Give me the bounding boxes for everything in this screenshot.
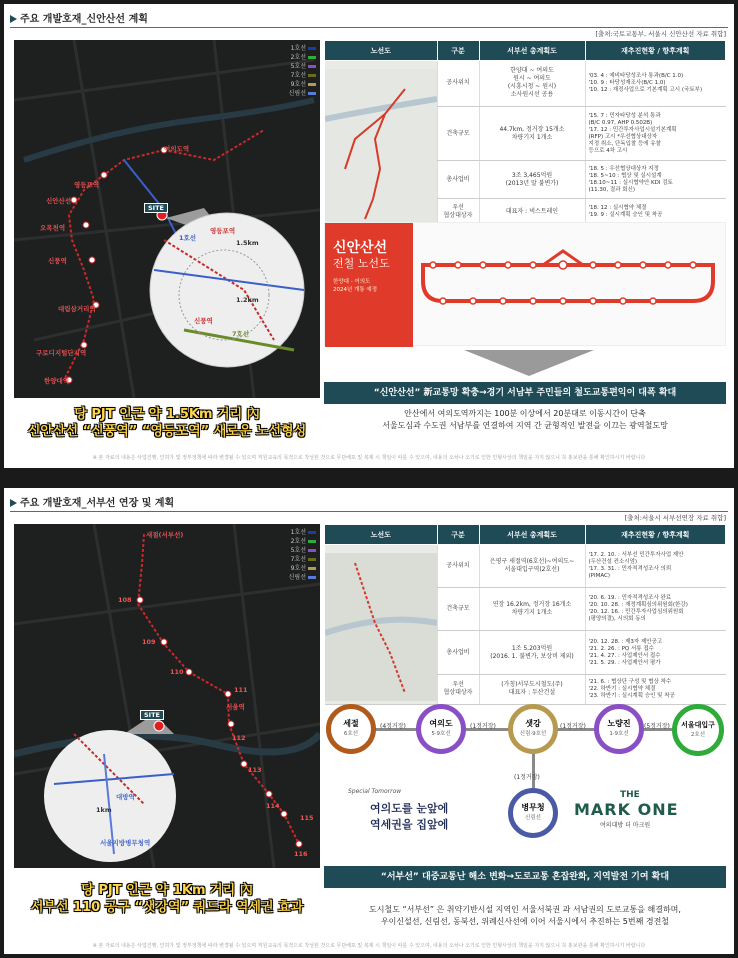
station-byeongmucheong: 병무청 신림선 [508,788,558,838]
row-schedule: '15. 7 : 민자타당성 분석 통과 (B/C 0.97, AHP 0.502B) '17. 12 : 민간투자사업시설기본계획 (RFP) 고시 *우선협상대상자 지정 취소, 단독입찰 등에 유찰 등으로 4차 고시 [585,106,726,161]
page-title-text: 주요 개발호재_서부선 연장 및 계획 [20,498,175,509]
zoom-label: 7호선 [232,330,250,338]
table-header: 재추진현황 / 향후계획 [585,525,726,545]
map-caption [14,882,320,916]
site-marker: SITE [140,710,164,720]
map-sinansan [14,40,320,398]
row-schedule: '20. 12. 28. : 제3자 제안공고 '21. 2. 26. : PQ 서류 접수 '21. 4. 27. : 사업제안서 접수 '21. 5. 29. : 사업제안서 평가 [585,631,726,674]
station-yeouido: 여의도 5·9호선 [416,704,466,754]
station-saetgang: 샛강 신림·9호선 [508,704,558,754]
map-label: 109 [142,638,156,646]
zoom-label: 신풍역 [194,317,213,325]
table-row [325,61,726,107]
station-diagram [324,704,726,864]
map-label: 115 [300,814,314,822]
row-schedule: '20. 6. 19. : 민자적격성조사 완료 '20. 10. 28. : 재정계획심의위원회(한강) '20. 12. 16. : 민간투자사업심의위원회 (평양의결), 시의회 동의 [585,588,726,631]
row-label: 우선 협상대상자 [437,674,479,704]
gap-label: (1정거장) [514,774,540,781]
station-snu: 서울대입구 2호선 [672,704,724,756]
table-header: 노선도 [325,525,438,545]
row-schedule: '03. 4 : 예비타당성조사 통과(B/C 1.0) '10. 9 : 타당성재조사(B/C 1.0) '10. 12 : 재정사업으로 기본계획 고시 (국토부) [585,61,726,107]
station-noryangjin: 노량진 1·9호선 [594,704,644,754]
legend-item: 5호선 [289,62,316,71]
source-note: [출처:국토교통부, 서울시 신안산선 자료 취합] [595,30,726,38]
map-label: 영등포역 [74,181,100,189]
info-table [324,40,726,227]
legend-item: 7호선 [289,555,316,564]
map-label: 구로디지털단지역 [36,349,87,357]
map-label: 서울역 [226,703,245,711]
route-diagram [324,222,726,346]
zoom-distance: 1km [96,806,112,814]
slide-seobuseon [4,488,734,954]
page-title [10,10,148,25]
slogan-line: 역세권을 집앞에 [370,818,449,831]
row-detail: 연장 16.2km, 정거장 16개소 차량기지 1개소 [479,588,585,631]
map-label: 대림삼거리역 [58,305,96,313]
legend-item: 2호선 [289,537,316,546]
route-subtitle: 전철 노선도 [333,257,390,270]
down-arrow-icon [464,350,594,376]
legend-item: 9호선 [289,564,316,573]
map-drawing [14,524,320,868]
disclaimer: ※ 본 자료의 내용은 사업진행, 인허가 및 정부정책에 따라 변경될 수 있으며 직원교육의 목적으로 작성된 것으로 무단배포 및 복제 시 책임이 따를 수 있으며, 내용의 오차나 오기로 인한 민형사상의 책임을 지지 않으니 꼭 홍보관을 통해 확인하시기 바랍니다 [92,943,646,949]
row-detail: 한양대 ~ 여의도 원시 ~ 여의도 (시흥시청 ~ 원시) 소사원시선 공용 [479,61,585,107]
map-label: 오목천역 [40,224,66,232]
caption-line: 서부선 110 공구 “샛강역” 쿼드라 역세권 효과 [30,900,304,915]
table-header: 재추진현황 / 향후계획 [585,41,726,61]
row-detail: 44.7km, 정거장 15개소 차량기지 1개소 [479,106,585,161]
legend-item: 1호선 [289,528,316,537]
gap-label: (1정거장) [470,723,496,730]
row-detail: (가칭)서부도시철도(주) 대표자 : 두산건설 [479,674,585,704]
row-detail: 대표자 : 넥스트레인 [479,198,585,226]
row-detail: 은평구 새절역(6호선)~여의도~ 서울대입구역(2호선) [479,545,585,588]
row-schedule: '21. 6. : 협상단 구성 및 협상 착수 '22. 하반기 : 실시협약 체결 '23. 하반기 : 실시계획 승인 및 착공 [585,674,726,704]
header-divider [10,27,728,28]
map-legend [289,528,316,582]
slide-sinansan [4,4,734,468]
legend-item: 신림선 [289,573,316,582]
row-detail: 3조 3,465억원 (2013년 말 불변가) [479,161,585,198]
header-divider [10,511,728,512]
disclaimer: ※ 본 자료의 내용은 사업진행, 인허가 및 정부정책에 따라 변경될 수 있으며 직원교육의 목적으로 작성된 것으로 무단배포 및 복제 시 책임이 따를 수 있으며, 내용의 오차나 오기로 인한 민형사상의 책임을 지지 않으니 꼭 홍보관을 통해 확인하시기 바랍니다 [92,455,646,461]
map-seobuseon [14,524,320,868]
description-text: 안산에서 여의도역까지는 100분 이상에서 20분대로 이동시간이 단축 서울도심과 수도권 서남부를 연결하여 지역 간 균형적인 발전을 이끄는 광역철도망 [382,409,668,430]
row-label: 공사위치 [437,61,479,107]
row-label: 우선 협상대상자 [437,198,479,226]
map-label: 새절(서부선) [146,531,184,539]
route-note: 한양대 - 여의도 [333,279,371,285]
map-label: 여의도역 [164,145,190,153]
legend-item: 신림선 [289,89,316,98]
map-label: 112 [232,734,246,742]
row-label: 건축규모 [437,588,479,631]
zoom-label: 서울지방병무청역 [100,839,151,847]
caption-line: 당 PJT 인근 약 1Km 거리 內 [81,883,253,898]
table-header: 노선도 [325,41,438,61]
site-marker: SITE [144,203,168,213]
page-title [10,494,174,509]
caption-line: 당 PJT 인근 약 1.5Km 거리 內 [74,407,260,422]
source-note: [출처:서울시 서부선연장 자료 취합] [624,514,726,522]
map-caption [14,406,320,440]
triangle-icon [10,499,17,507]
route-note: 2024년 개통 예정 [333,287,378,293]
map-label: 108 [118,596,132,604]
legend-item: 1호선 [289,44,316,53]
map-label: 신안산선 [46,197,72,205]
map-legend [289,44,316,98]
slogan-script: Special Tomorrow [348,788,402,795]
map-label: 한양대역 [44,377,70,385]
row-schedule: '17. 2. 10. : 서부선 민간투자사업 제안 (두산건설 컨소시엄) '17. 3. 31. : 민자적격성조사 의뢰 (PIMAC) [585,545,726,588]
table-header: 서부선 총계획도 [479,525,585,545]
gap-label: (5정거장) [644,723,670,730]
route-map-thumbnail [325,545,438,705]
row-schedule: '18. 5 : 우선협상대상자 지정 '18. 5~10 : 협상 및 실시설계 '18.10~11 : 실시협약안 KDI 검토 (11.30, 결과 회신) [585,161,726,198]
triangle-icon [10,15,17,23]
headline-banner: “서부선” 대중교통난 해소 변화→도로교통 혼잡완화, 지역발전 기여 확대 [324,866,726,888]
row-detail: 1조 5,203억원 (2016. 1. 불변가, 보상비 제외) [479,631,585,674]
gap-label: (4정거장) [380,723,406,730]
legend-item: 2호선 [289,53,316,62]
route-title: 신안산선 [333,240,388,256]
legend-item: 7호선 [289,71,316,80]
route-map-svg [325,553,437,701]
map-label: 116 [294,850,308,858]
headline-banner: “신안산선” 新교통망 확충→경기 서남부 주민들의 철도교통편익이 대폭 확대 [324,382,726,404]
station-sejeol: 세절 6호선 [326,704,376,754]
row-schedule: '18. 12 : 실시협약 체결 '19. 9 : 실시계획 승인 및 착공 [585,198,726,226]
brand-logo: MARK ONE [574,800,679,819]
legend-item: 5호선 [289,546,316,555]
route-line-svg [413,223,727,347]
route-map-thumbnail [325,61,438,227]
map-label: 114 [266,802,280,810]
info-table [324,524,726,705]
table-header: 서부선 총계획도 [479,41,585,61]
row-label: 공사위치 [437,545,479,588]
row-label: 총사업비 [437,631,479,674]
map-drawing [14,40,320,398]
page-title-text: 주요 개발호재_신안산선 계획 [20,14,148,25]
slogan-line: 여의도를 눈앞에 [370,802,449,815]
brand-the: THE [620,790,640,800]
map-label: 신풍역 [48,257,67,265]
map-label: 113 [248,766,262,774]
map-label: 111 [234,686,248,694]
row-label: 건축규모 [437,106,479,161]
table-header: 구분 [437,525,479,545]
caption-line: 신안산선 “신풍역” “영등포역” 새로운 노선형성 [27,424,307,439]
zoom-distance: 1.2km [236,296,259,304]
route-title-panel [325,223,413,347]
route-map-svg [325,69,437,223]
zoom-label: 대방역 [116,793,135,801]
map-label: 110 [170,668,184,676]
table-row [325,545,726,588]
gap-label: (1정거장) [560,723,586,730]
zoom-label: 영등포역 [210,227,236,235]
table-header: 구분 [437,41,479,61]
description-text: 도시철도 “서부선” 은 취약기반시설 지역인 서울서북권 과 서남권의 도로교통을 해결하며, 우이신설선, 신림선, 동북선, 위례신사선에 이어 서울시에서 추진하는 5번째 경전철 [369,905,681,926]
row-label: 총사업비 [437,161,479,198]
zoom-label: 1호선 [179,234,197,242]
legend-item: 9호선 [289,80,316,89]
brand-subtitle: 여의대방 더 마크원 [600,822,651,829]
zoom-distance: 1.5km [236,239,259,247]
